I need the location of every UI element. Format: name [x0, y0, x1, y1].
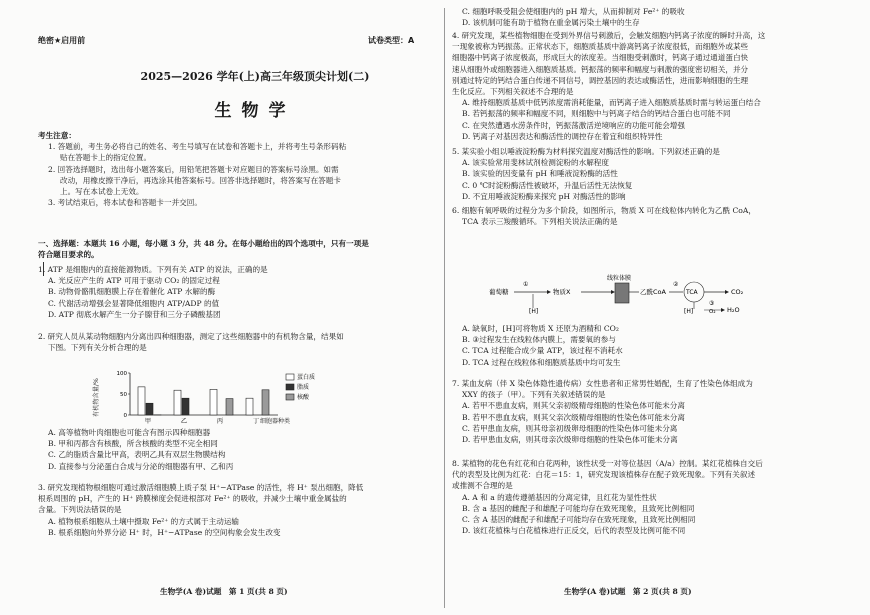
legend-swatch	[286, 394, 294, 400]
question-stem: 6. 细胞有氧呼吸的过程分为多个阶段，如图所示，物质 X 可在线粒体内转化为乙酰 CoA，	[452, 206, 756, 215]
x-tick-label: 甲	[144, 418, 152, 425]
bar	[182, 398, 189, 415]
question-5	[452, 146, 720, 202]
question-8	[452, 458, 763, 536]
question-stem: 5. 某实验小组以唾液淀粉酶为材料探究温度对酶活性的影响。下列叙述正确的是	[452, 147, 720, 156]
step-3-label: ③	[709, 300, 715, 307]
y-tick-label: 50	[120, 392, 127, 398]
section-heading	[38, 238, 369, 260]
notice-line: 贴在答题卡上的指定位置。	[60, 153, 152, 163]
question-stem: 下图。下列有关分析合理的是	[48, 343, 147, 353]
option: D. 若甲患血友病，则其母亲次级卵母细胞的性染色体可能未分离	[462, 435, 678, 445]
arrow-1-head	[547, 290, 551, 294]
subject-title: 生物学	[214, 101, 296, 121]
question-stem: 3. 研究发现植物根细胞可通过激活细胞膜上质子泵 H⁺−ATPase 的活性，将 H⁺ 泵出细胞，降低	[38, 483, 364, 492]
bar	[246, 398, 253, 415]
question-stem: XXY 的孩子（甲）。下列有关叙述错误的是	[462, 390, 606, 400]
option: C. 含 A 基因的雌配子和雄配子可能均存在致死现象，且致死比例相同	[462, 515, 696, 525]
acetyl-coa-label: 乙酰CoA	[640, 288, 666, 296]
legend-swatch	[286, 384, 294, 390]
arrow-6-head	[721, 308, 725, 312]
question-3-continued	[452, 6, 685, 28]
question-2-options	[38, 427, 233, 472]
option: B. ③过程发生在线粒体内膜上，需要氧的参与	[462, 335, 616, 345]
arrow-2-head	[611, 290, 615, 294]
y-tick-label: 100	[116, 371, 127, 377]
bar	[226, 399, 233, 415]
question-stem: 1. ATP 是细胞内的直接能源物质。下列有关 ATP 的说法，正确的是	[38, 265, 268, 274]
option: B. 若甲不患血友病，则其父亲次级精母细胞的性染色体可能未分离	[462, 412, 686, 422]
option: C. TCA 过程能合成少量 ATP，该过程不消耗水	[462, 346, 623, 356]
question-stem: 根系周围的 pH，产生的 H⁺ 跨膜梯度会促进根部对 Fe²⁺ 的吸收，并减少土壤中重金属盐的	[38, 494, 347, 504]
option: B. 根系细胞向外界分泌 H⁺ 时，H⁺−ATPase 的空间构象会发生改变	[48, 527, 281, 537]
notice-title: 考生注意：	[38, 131, 76, 140]
step-2-label: ②	[673, 281, 679, 288]
option: C. 0 ℃时淀粉酶活性被破坏，升温后活性无法恢复	[462, 180, 633, 190]
legend-label: 蛋白质	[297, 374, 316, 381]
bar	[174, 390, 181, 415]
secret-label: 绝密★启用前	[38, 36, 86, 45]
option: A. 缺氧时，[H]可将物质 X 还原为酒精和 CO₂	[462, 324, 619, 333]
x-axis-label: 细胞器种类	[260, 418, 291, 425]
respiration-pathway-diagram	[489, 274, 829, 314]
bar	[138, 387, 145, 415]
tca-label: TCA	[686, 289, 698, 296]
section-line: 符合题目要求的。	[38, 250, 99, 260]
option: D. 直接参与分泌蛋白合成与分泌的细胞器有甲、乙和丙	[48, 461, 234, 471]
question-1	[38, 264, 268, 320]
page-2	[444, 0, 870, 615]
bar	[146, 403, 153, 415]
question-stem: 7. 某血友病（伴 X 染色体隐性遗传病）女性患者和正常男性婚配，生育了性染色体组成为	[452, 379, 753, 388]
question-stem: 或推测不合理的是	[452, 481, 513, 491]
notice	[38, 130, 346, 208]
option: C. 细胞呼吸受阻会使细胞内的 pH 增大，从而抑制对 Fe²⁺ 的吸收	[462, 7, 685, 16]
question-stem: 生化反应。下列相关叙述不合理的是	[452, 87, 574, 97]
option: C. 在突然遭遇水涝条件时，钙振荡激活逆境响应的功能可能会增强	[462, 120, 685, 130]
h2o-label: H₂O	[727, 306, 740, 314]
x-tick-label: 乙	[180, 418, 188, 425]
page-footer: 生物学(A 卷)试题 第 1 页(共 8 页)	[160, 587, 288, 596]
legend-label: 脂质	[297, 384, 310, 391]
option: D. 该机制可能有助于植物在重金属污染土壤中的生存	[462, 18, 640, 28]
notice-line: 1. 答题前，考生务必将自己的姓名、考生号填写在试卷和答题卡上，并将考生号条形码粘	[48, 142, 347, 152]
y-axis-label: 有机物含量/%	[93, 378, 100, 417]
question-4	[452, 30, 765, 142]
question-stem: 细胞器中钙离子浓度极高，形成巨大的浓度差。当细胞受刺激时，钙离子通过通道蛋白快	[452, 53, 749, 63]
option: C. 代谢活动增强会显著降低细胞内 ATP/ADP 的值	[48, 298, 220, 308]
question-stem: 2. 研究人员从某动物细胞内分离出四种细胞器，测定了这些细胞器中的有机物含量，结果如	[38, 332, 344, 341]
membrane-block	[615, 283, 629, 303]
co2-label: CO₂	[731, 288, 744, 296]
notice-line: 上。写在本试卷上无效。	[60, 187, 144, 197]
question-2	[38, 331, 344, 353]
bar	[210, 389, 217, 415]
option: B. 该实验的因变量有 pH 和唾液淀粉酶的活性	[462, 169, 618, 179]
x-label: 物质X	[553, 288, 571, 296]
question-stem: 含量。下列说法错误的是	[38, 505, 122, 515]
question-stem: 别通过特定的钙结合蛋白传递不同信号，调控基因的表达或酶活性，进而影响细胞的生理	[452, 75, 749, 85]
option: D. 该红花植株与白花植株进行正反交，后代的表型及比例可能不同	[462, 526, 686, 536]
option: C. 乙的脂质含量比甲高，表明乙具有双层生物膜结构	[48, 450, 226, 460]
legend-label: 核酸	[297, 394, 310, 401]
question-6	[452, 205, 756, 227]
option: A. A 和 a 的遗传遵循基因的分离定律，且红花为显性性状	[462, 492, 657, 502]
option: B. 含 a 基因的雌配子和雄配子可能均存在致死现象，且致死比例相同	[462, 503, 695, 513]
x-tick-label: 丙	[216, 418, 224, 425]
option: D. ATP 彻底水解产生一分子腺苷和三分子磷酸基团	[48, 309, 221, 319]
notice-line: 2. 回答选择题时，选出每小题答案后，用铅笔把答题卡对应题目的答案标号涂黑。如需	[48, 164, 339, 174]
exam-title: 2025—2026 学年(上)高三年级顶尖计划(二)	[140, 70, 370, 83]
arrow-5-head	[725, 290, 729, 294]
option: C. 若甲患血友病，则其母亲初级卵母细胞的性染色体可能未分离	[462, 423, 678, 433]
question-stem: 4. 研究发现，某些植物细胞在受到外界信号刺激后，会触发细胞内钙离子浓度的瞬时升高，这	[452, 31, 766, 40]
option: A. 高等植物叶肉细胞也可能含有图示四种细胞器	[48, 428, 211, 437]
notice-line: 3. 考试结束后，将本试卷和答题卡一并交回。	[48, 198, 202, 208]
option: A. 植物根系细胞从土壤中摄取 Fe²⁺ 的方式属于主动运输	[48, 516, 240, 526]
question-6-options	[452, 323, 623, 368]
option: A. 该实验常用斐林试剂检测淀粉的水解程度	[462, 158, 609, 168]
option: A. 维持细胞质基质中低钙浓度需消耗能量，而钙离子进入细胞质基质时需与转运蛋白结合	[462, 98, 761, 108]
step-1-label: ①	[523, 281, 529, 288]
question-stem: 8. 某植物的花色有红花和白花两种，该性状受一对等位基因（A/a）控制。某红花植株自交后	[452, 459, 763, 468]
notice-line: 改动，用橡皮擦干净后，再选涂其他答案标号。回答非选择题时，将答案写在答题卡	[60, 175, 341, 185]
option: B. 甲和丙都含有核酸，所含核酸的类型不完全相同	[48, 439, 218, 449]
question-stem: 代的表型及比例为红花：白花＝15：1，研究发现该植株存在配子致死现象。下列有关叙述	[452, 470, 756, 480]
legend-swatch	[286, 374, 294, 380]
option: D. TCA 过程在线粒体和细胞质基质中均可发生	[462, 357, 621, 367]
y-tick-label: 0	[123, 413, 127, 419]
option: A. 光反应产生的 ATP 可用于驱动 CO₂ 的固定过程	[48, 276, 220, 286]
bar	[262, 390, 269, 415]
x-tick-label: 丁	[252, 418, 260, 425]
h2-label: [H]	[684, 308, 694, 314]
o2-label: O₂	[709, 309, 716, 314]
option: B. 动物骨骼肌细胞膜上存在着催化 ATP 水解的酶	[48, 287, 216, 297]
mito-label: 线粒体膜	[607, 275, 632, 282]
page-footer: 生物学(A 卷)试题 第 2 页(共 8 页)	[564, 587, 692, 596]
section-line: 一、选择题：本题共 16 小题，每小题 3 分，共 48 分。在每小题给出的四个选项中，只有一项是	[38, 239, 369, 248]
question-3	[38, 482, 363, 538]
organelle-bar-chart	[90, 365, 390, 425]
h-label: [H]	[529, 308, 539, 314]
question-stem: TCA 表示三羧酸循环。下列相关说法正确的是	[462, 217, 618, 227]
option: B. 若钙振荡的频率和幅度不同，则细胞中与钙离子结合的钙结合蛋白也可能不同	[462, 109, 731, 119]
option: A. 若甲不患血友病，则其父亲初级精母细胞的性染色体可能未分离	[462, 401, 685, 411]
question-stem: 速从细胞外或细胞器进入细胞质基质。钙振荡的频率和幅度与刺激的强度密切相关，并分	[452, 64, 749, 74]
glucose-label: 葡萄糖	[489, 288, 509, 296]
question-stem: 一现象被称为钙振荡。正常状态下，细胞质基质中游离钙离子浓度很低，而细胞外或某些	[452, 42, 749, 52]
question-7	[452, 378, 753, 445]
option: D. 钙离子对基因表达和酶活性的调控存在着宜和组织特异性	[462, 131, 663, 141]
paper-type: 试卷类型：A	[368, 36, 415, 45]
option: D. 不宜用唾液淀粉酶来探究 pH 对酶活性的影响	[462, 191, 626, 201]
